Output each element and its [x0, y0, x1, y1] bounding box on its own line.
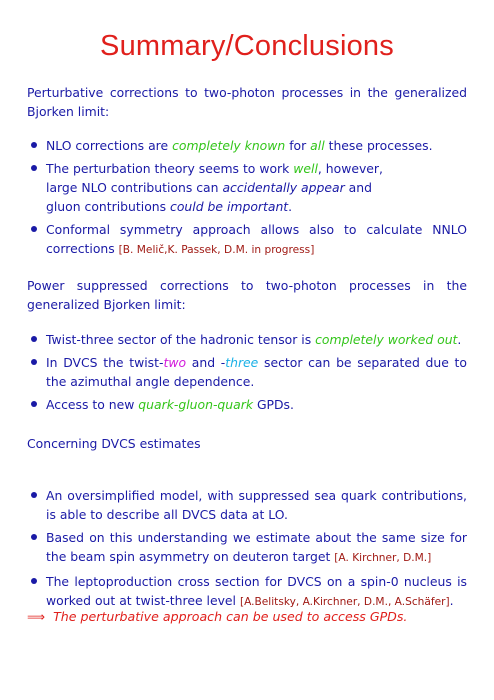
- list-item: [27, 353, 467, 391]
- conclusion: [27, 609, 407, 624]
- text: and -: [186, 355, 226, 370]
- text: these processes.: [324, 138, 433, 153]
- list-item: [27, 572, 467, 612]
- bullet-icon: [31, 534, 37, 540]
- text: In DVCS the twist-: [46, 355, 164, 370]
- reference: [A.Belitsky, A.Kirchner, D.M., A.Schäfer]: [239, 596, 450, 608]
- page-title: Summary/Conclusions: [100, 30, 394, 62]
- bullet-icon: [31, 401, 37, 407]
- section3-list: [27, 486, 467, 616]
- text: GPDs.: [253, 397, 294, 412]
- bullet-icon: [31, 226, 37, 232]
- conclusion-text: The perturbative approach can be used to access GPDs.: [53, 609, 408, 624]
- section1-list: [27, 136, 467, 264]
- highlight-text: two: [163, 355, 187, 370]
- text: and: [344, 180, 372, 195]
- section2-intro: Power suppressed corrections to two-photon processes in the generalized Bjorken limit:: [27, 278, 467, 312]
- text: .: [288, 199, 293, 214]
- highlight-text: well: [293, 161, 318, 176]
- implies-arrow-icon: ⟹: [27, 609, 46, 624]
- text: The leptoproduction cross section for DVCS on a spin-0 nucleus is worked out at twist-three level: [46, 574, 467, 608]
- list-item: [27, 159, 467, 216]
- section1-intro: Perturbative corrections to two-photon processes in the generalized Bjorken limit:: [27, 85, 467, 119]
- bullet-icon: [31, 492, 37, 498]
- text: Twist-three sector of the hadronic tensor is: [46, 332, 316, 347]
- list-item: [27, 220, 467, 260]
- highlight-text: all: [310, 138, 325, 153]
- text: gluon contributions: [46, 199, 171, 214]
- reference: [B. Melič,K. Passek, D.M. in progress]: [118, 244, 315, 256]
- italic-text: could be important: [170, 199, 289, 214]
- list-item: [27, 528, 467, 568]
- text: Access to new: [46, 397, 139, 412]
- italic-text: accidentally appear: [222, 180, 345, 195]
- section3-intro: Concerning DVCS estimates: [27, 436, 201, 451]
- bullet-icon: [31, 165, 37, 171]
- highlight-text: three: [225, 355, 259, 370]
- list-item: [27, 136, 467, 155]
- text: The perturbation theory seems to work: [46, 161, 294, 176]
- bullet-icon: [31, 336, 37, 342]
- highlight-text: completely known: [172, 138, 286, 153]
- highlight-text: completely worked out: [315, 332, 458, 347]
- text: An oversimplified model, with suppressed sea quark contributions, is able to describe all DVCS data at LO.: [46, 488, 467, 522]
- text: , however,: [317, 161, 383, 176]
- text: NLO corrections are: [46, 138, 173, 153]
- list-item: [27, 330, 467, 349]
- highlight-text: quark-gluon-quark: [138, 397, 253, 412]
- text: .: [449, 593, 454, 608]
- text: large NLO contributions can: [46, 180, 223, 195]
- text: for: [285, 138, 311, 153]
- bullet-icon: [31, 142, 37, 148]
- bullet-icon: [31, 359, 37, 365]
- list-item: [27, 486, 467, 524]
- list-item: [27, 395, 467, 414]
- bullet-icon: [31, 578, 37, 584]
- text: sector can be separated due to the azimuthal angle dependence.: [46, 355, 467, 389]
- text: Based on this understanding we estimate about the same size for the beam spin asymmetry on deuteron target: [46, 530, 467, 564]
- text: .: [457, 332, 462, 347]
- reference: [A. Kirchner, D.M.]: [334, 552, 432, 564]
- text: Conformal symmetry approach allows also to calculate NNLO corrections: [46, 222, 467, 256]
- section2-list: [27, 330, 467, 418]
